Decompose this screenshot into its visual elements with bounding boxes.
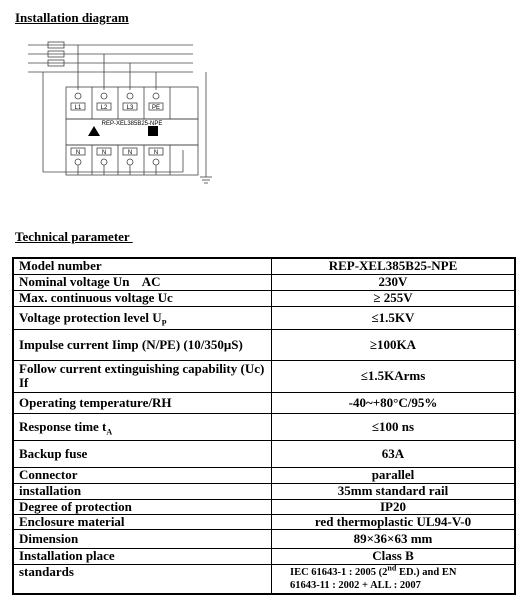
- table-row: [13, 329, 515, 360]
- param-key: Response time $t_A$: [13, 413, 272, 440]
- table-row: [13, 564, 515, 594]
- table-row: [13, 413, 515, 440]
- param-value: -40~+80°C/95%: [272, 392, 516, 413]
- param-value: 89×36×63 mm: [272, 529, 516, 548]
- device-model-label: REP-XEL385B25-NPE: [101, 121, 163, 127]
- terminal-label-l1: L1: [74, 105, 82, 111]
- table-row: [13, 514, 515, 529]
- status-indicator-icon: [148, 126, 158, 136]
- table-row: [13, 258, 515, 274]
- standards-line-1: IEC 61643-1 : 2005 (2nd ED.) and EN: [290, 563, 457, 578]
- table-row: [13, 440, 515, 467]
- param-key: Nominal voltage Un AC: [13, 274, 272, 290]
- param-value: IP20: [272, 499, 516, 514]
- param-key: Backup fuse: [13, 440, 272, 467]
- param-key: Voltage protection level $U_P$: [13, 306, 272, 329]
- table-row: [13, 360, 515, 392]
- param-key: Operating temperature/RH: [13, 392, 272, 413]
- table-row: [13, 274, 515, 290]
- param-key: Degree of protection: [13, 499, 272, 514]
- param-value: 230V: [272, 274, 516, 290]
- param-value: parallel: [272, 467, 516, 483]
- table-row: [13, 483, 515, 499]
- table-row: [13, 467, 515, 483]
- terminal-label-n1: N: [75, 150, 81, 156]
- param-value: ≥100KA: [272, 329, 516, 360]
- table-row: [13, 529, 515, 548]
- param-value: ≥ 255V: [272, 290, 516, 306]
- param-key: Max. continuous voltage Uc: [13, 290, 272, 306]
- table-row: [13, 290, 515, 306]
- table-row: [13, 392, 515, 413]
- technical-parameter-heading: Technical parameter: [15, 229, 133, 244]
- table-row: [13, 306, 515, 329]
- installation-diagram-heading: Installation diagram: [15, 10, 129, 25]
- terminal-label-l2: L2: [100, 105, 108, 111]
- param-key: Installation place: [13, 548, 272, 564]
- table-row: [13, 548, 515, 564]
- installation-wiring-diagram: [28, 32, 218, 192]
- param-key: installation: [13, 483, 272, 499]
- param-key: Impulse current Iimp (N/PE) (10/350μS): [13, 329, 272, 360]
- param-key: Enclosure material: [13, 514, 272, 529]
- terminal-label-l3: L3: [126, 105, 134, 111]
- terminal-label-n2: N: [101, 150, 107, 156]
- param-key: Connector: [13, 467, 272, 483]
- param-value: 63A: [272, 440, 516, 467]
- param-key: standards: [13, 564, 272, 594]
- param-key: Dimension: [13, 529, 272, 548]
- warning-icon: [88, 126, 100, 136]
- standards-line-2: 61643-11 : 2002 + ALL : 2007: [290, 579, 421, 591]
- table-row: [13, 499, 515, 514]
- param-value: REP-XEL385B25-NPE: [272, 258, 516, 274]
- param-value: red thermoplastic UL94-V-0: [272, 514, 516, 529]
- param-value: ≤1.5KV: [272, 306, 516, 329]
- terminal-label-pe: PE: [151, 105, 161, 111]
- param-value: ≤1.5KArms: [272, 360, 516, 392]
- param-value: 35mm standard rail: [272, 483, 516, 499]
- param-key: Model number: [13, 258, 272, 274]
- terminal-label-n3: N: [127, 150, 133, 156]
- param-value: [272, 564, 516, 594]
- param-key: Follow current extinguishing capability (Uc) If: [13, 360, 272, 392]
- terminal-label-n4: N: [153, 150, 159, 156]
- technical-parameter-table: [12, 257, 516, 595]
- param-value: Class B: [272, 548, 516, 564]
- param-value: ≤100 ns: [272, 413, 516, 440]
